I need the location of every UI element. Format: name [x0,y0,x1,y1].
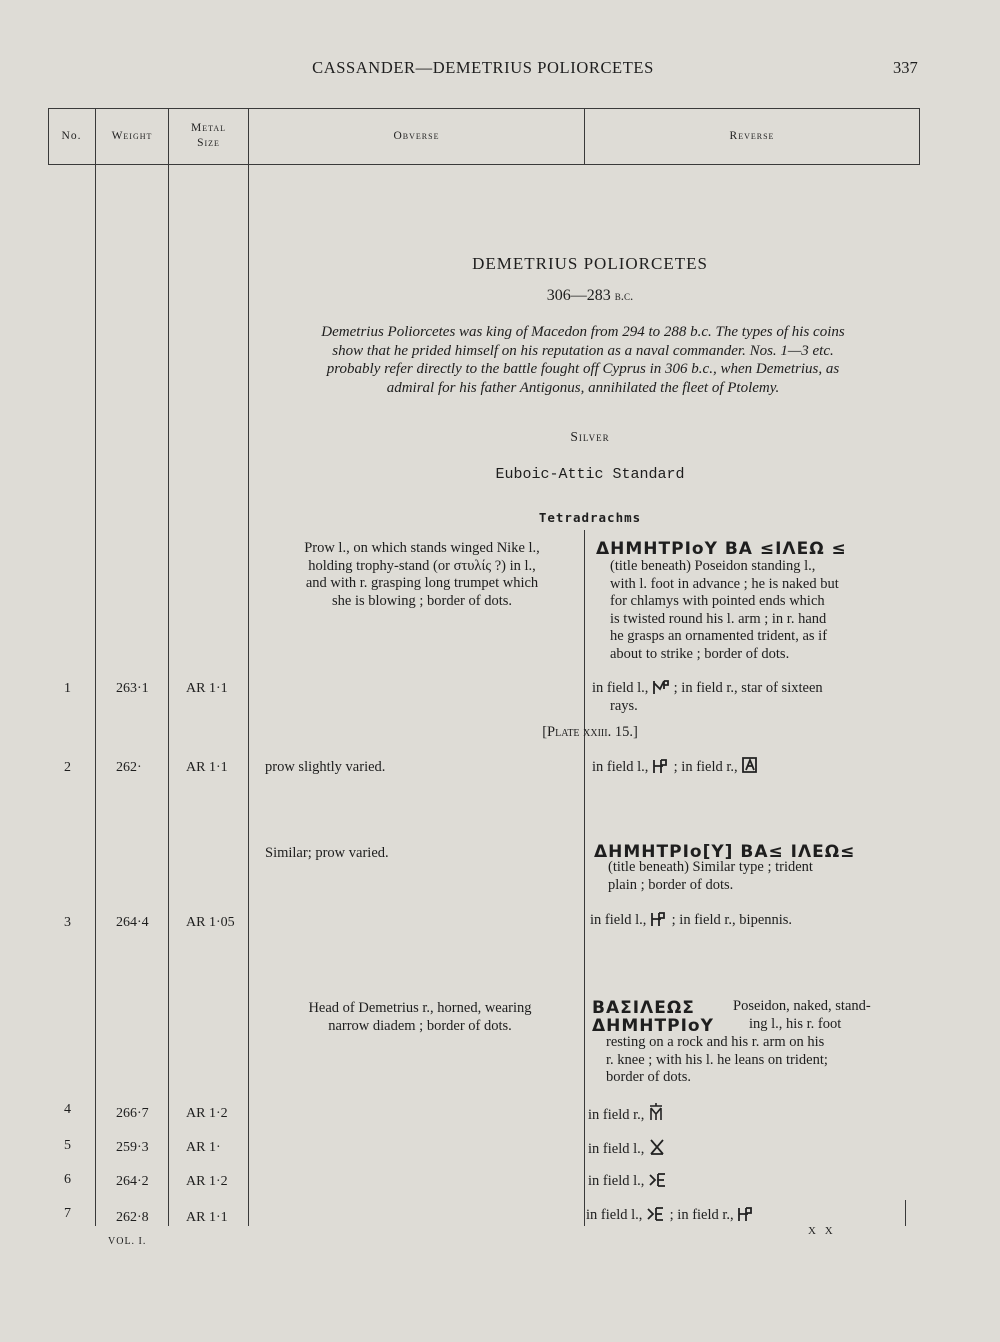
monogram-icon [741,756,759,774]
row-7-no: 7 [64,1206,71,1221]
row-3-metal-size: AR 1·05 [186,915,235,930]
denomination-heading: Tetradrachms [538,510,642,525]
type-a-obverse: Prow l., on which stands winged Nike l., holding trophy-stand (or στυλίς ?) in l., and with r. grasping long trumpet which she is blowing ; border of dots. [304,540,540,609]
monogram-icon [648,1172,668,1188]
metal-heading: Silver [570,429,610,444]
column-rule-no [95,108,96,1226]
type-c-legend-2: ΔΗΜΗΤΡΙoΥ [592,1016,714,1036]
volume-footer: VOL. I. [108,1236,147,1247]
row-4-no: 4 [64,1102,71,1117]
row-1-metal-size: AR 1·1 [186,681,228,696]
page-number: 337 [893,58,918,77]
section-dates: 306—283 b.c. [546,287,634,304]
row-3-weight: 264·4 [116,915,149,930]
column-rule-right [919,108,920,165]
row-4-reverse: in field r., [588,1102,664,1125]
monogram-icon [737,1206,755,1222]
column-rule-right-tail [905,1200,906,1226]
row-2-no: 2 [64,760,71,775]
column-header-obverse: Obverse [393,129,440,142]
monogram-icon [646,1206,666,1222]
monogram-icon [648,1138,666,1156]
column-header-no: No. [61,129,82,142]
row-7-reverse: in field l., ; in field r., [586,1206,755,1225]
running-title: CASSANDER—DEMETRIUS POLIORCETES [312,58,654,77]
table-header-rule [48,164,920,165]
row-5-metal-size: AR 1· [186,1140,221,1155]
row-7-weight: 262·8 [116,1210,149,1225]
section-intro: Demetrius Poliorcetes was king of Macedon from 294 to 288 b.c. The types of his coins show that he prided himself on his reputation as a naval commander. Nos. 1—3 etc. probably refer directly to the battle fought off Cyprus in 306 b.c., when Demetrius, as admiral for his father Antigonus, annihilated the fleet of Ptolemy. [321,324,845,396]
type-b-obverse: Similar; prow varied. [265,845,389,861]
row-7-metal-size: AR 1·1 [186,1210,228,1225]
type-b-legend: ΔΗΜΗΤΡΙo[Υ] ΒΑ≤ ΙΛΕΩ≤ [594,842,856,862]
row-5-no: 5 [64,1138,71,1153]
row-6-weight: 264·2 [116,1174,149,1189]
row-1-no: 1 [64,681,71,696]
type-c-reverse-second: ing l., his r. foot [749,1016,842,1032]
row-2-metal-size: AR 1·1 [186,760,228,775]
monogram-icon [652,679,670,695]
column-header-weight: Weight [111,129,153,142]
type-c-reverse-first: Poseidon, naked, stand- [733,998,871,1014]
standard-heading: Euboic-Attic Standard [495,466,685,483]
row-5-weight: 259·3 [116,1140,149,1155]
row-1-reverse: in field l., ; in field r., star of sixteen rays. [592,680,823,714]
row-5-reverse: in field l., [588,1138,666,1159]
plate-reference: [Plate xxiii. 15.] [542,724,638,740]
row-1-weight: 263·1 [116,681,149,696]
row-3-no: 3 [64,915,71,930]
type-a-legend: ΔΗΜΗΤΡΙoΥ ΒΑ ≤ΙΛΕΩ ≤ [596,539,847,559]
row-6-metal-size: AR 1·2 [186,1174,228,1189]
row-6-reverse: in field l., [588,1172,668,1191]
type-a-reverse: (title beneath) Poseidon standing l., with l. foot in advance ; he is naked but for chlamys with pointed ends which is twisted round his l. arm ; in r. hand he grasps an ornamented trident, as if about to strike ; border of dots. [610,558,839,662]
row-2-weight: 262· [116,760,142,775]
row-2-obverse: prow slightly varied. [265,759,386,775]
type-c-reverse-rest: resting on a rock and his r. arm on his r. knee ; with his l. he leans on trident; border of dots. [606,1034,828,1085]
column-rule-metal [248,108,249,1226]
column-rule-obverse [584,530,585,1226]
column-header-reverse: Reverse [729,129,775,142]
signature-mark: X X [808,1225,836,1237]
section-title: DEMETRIUS POLIORCETES [472,254,708,273]
column-rule-weight [168,108,169,1226]
row-4-metal-size: AR 1·2 [186,1106,228,1121]
type-c-legend-1: ΒΑΣΙΛΕΩΣ [592,998,695,1018]
monogram-icon [652,758,670,774]
column-header-metal-size: Metal Size [190,122,227,149]
type-b-reverse: (title beneath) Similar type ; trident plain ; border of dots. [608,859,813,893]
type-c-obverse: Head of Demetrius r., horned, wearing narrow diadem ; border of dots. [308,1000,532,1034]
monogram-icon [648,1102,664,1122]
row-3-reverse: in field l., ; in field r., bipennis. [590,912,793,928]
row-6-no: 6 [64,1172,71,1187]
row-2-reverse: in field l., ; in field r., [592,756,759,777]
row-4-weight: 266·7 [116,1106,149,1121]
monogram-icon [650,911,668,927]
